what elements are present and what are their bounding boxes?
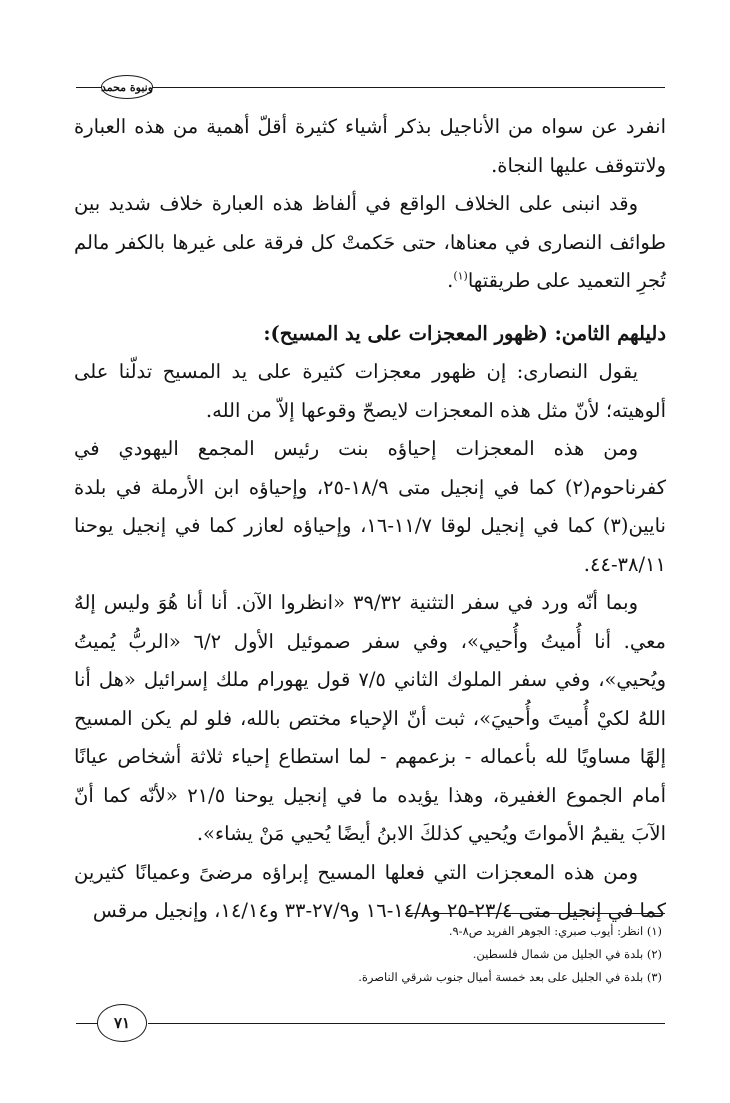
paragraph-6: وبما أنّه ورد في سفر التثنية ٣٩/٣٢ «انظروا الآن. أنا أنا هُوَ وليس إلهٌ معي. أنا أُميتُ وأُحيي»، وفي سفر صموئيل الأول ٦/٢ «الربُّ يُميتُ ويُحيي»، وفي سفر الملوك الثاني ٧/٥ قول يهورام ملك إسرائيل «هل أنا اللهُ لكيْ أُميتَ وأُحييَ»، ثبت أنّ الإحياء مختص بالله، فلو لم يكن المسيح إلهًا مساويًا لله بأعماله - بزعمهم - لما استطاع إحياء ثلاثة أشخاص عيانًا أمام الجموع الغفيرة، وهذا يؤيده ما في إنجيل يوحنا ٢١/٥ «لأنّه كما أنّ الآبَ يقيمُ الأمواتَ ويُحيي كذلكَ الابنُ أيضًا يُحيي مَنْ يشاء».	[74, 591, 666, 845]
footnote-3: (٣) بلدة في الجليل على بعد خمسة أميال جنوب شرقي الناصرة.	[358, 970, 662, 984]
paragraph-2	[74, 185, 666, 301]
footer-rule	[148, 1023, 665, 1024]
footnote-2: (٢) بلدة في الجليل من شمال فلسطين.	[472, 947, 662, 961]
footnote-ref-1: (١)	[453, 269, 468, 283]
paragraph-5: ومن هذه المعجزات إحياؤه بنت رئيس المجمع اليهودي في كفرناحوم(٢) كما في إنجيل متى ١٨/٩-٢٥، وإحياؤه ابن الأرملة في بلدة نايين(٣) كما في إنجيل لوقا ١١/٧-١٦، وإحياؤه لعازر كما في إنجيل يوحنا ٣٨/١١-٤٤.	[74, 437, 667, 576]
footnote-1: (١) انظر: أيوب صبري: الجوهر الفريد ص٨-٩.	[448, 924, 662, 938]
section-heading: دليلهم الثامن: (ظهور المعجزات على يد المسيح):	[263, 321, 666, 345]
footnotes	[300, 920, 662, 989]
paragraph-7: ومن هذه المعجزات التي فعلها المسيح إبراؤه مرضىً وعميانًا كثيرين كما في إنجيل متى ٢٣/٤-٢٥ و١٤/٨-١٦ و٢٧/٩-٣٣ و١٤/١٤، وإنجيل مرقس	[74, 860, 666, 922]
paragraph-2-text: وقد انبنى على الخلاف الواقع في ألفاظ هذه العبارة خلاف شديد بين طوائف النصارى في معناها، حتى حَكمتْ كل فرقة على غيرها بالكفر مالم تُجرِ التعميد على طريقتها	[74, 192, 666, 292]
paragraph-2-end: .	[447, 269, 454, 292]
footer-rule-left	[76, 1023, 98, 1024]
header-rule-left	[76, 87, 102, 88]
footnote-rule	[405, 913, 665, 914]
header-rule	[150, 87, 665, 88]
paragraph-4: يقول النصارى: إن ظهور معجزات كثيرة على يد المسيح تدلّنا على ألوهيته؛ لأنّ مثل هذه المعجزات لايصحّ وقوعها إلاّ من الله.	[74, 360, 666, 422]
body-text	[74, 108, 666, 931]
page-number: ٧١	[97, 1004, 147, 1042]
paragraph-1: انفرد عن سواه من الأناجيل بذكر أشياء كثيرة أقلّ أهمية من هذه العبارة ولاتتوقف عليها النجاة.	[74, 115, 666, 177]
running-title: ونبوة محمد	[101, 75, 153, 99]
